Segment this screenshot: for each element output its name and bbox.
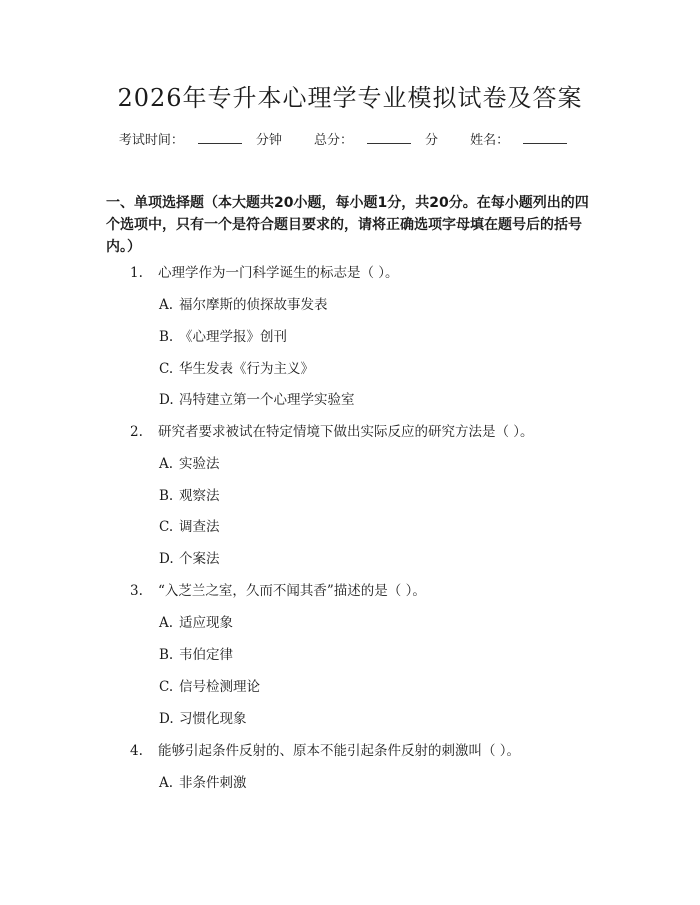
option-letter: B. [159,488,174,504]
total-score-field [314,130,438,151]
student-name-field [470,130,581,151]
question-number: 3. [130,583,143,599]
page-title: 2026年专升本心理学专业模拟试卷及答案 [117,84,583,112]
option-text: 观察法 [179,488,220,504]
student-name-blank [523,130,567,144]
total-score-unit: 分 [425,133,439,148]
question-2-option-b [159,486,220,506]
option-letter: C. [159,361,174,377]
question-2-option-d [159,549,220,569]
question-number: 4. [130,743,143,759]
question-1-option-d [159,390,355,410]
question-3-option-b [159,645,233,665]
option-text: 习惯化现象 [179,711,247,727]
exam-info-line [0,130,700,151]
option-text: 华生发表《行为主义》 [179,361,314,377]
question-3-option-d [159,709,247,729]
question-1-option-b [159,327,287,347]
option-letter: D. [159,551,174,567]
option-text: 冯特建立第一个心理学实验室 [179,392,355,408]
total-score-blank [367,130,411,144]
option-letter: A. [159,775,174,791]
option-letter: B. [159,329,174,345]
question-text: 心理学作为一门科学诞生的标志是（ ）。 [158,265,399,281]
option-text: 非条件刺激 [179,775,247,791]
option-letter: D. [159,392,174,408]
question-4-option-a [159,773,247,793]
question-text: 研究者要求被试在特定情境下做出实际反应的研究方法是（ ）。 [158,424,534,440]
question-number: 1. [130,265,143,281]
option-letter: D. [159,711,174,727]
option-text: 韦伯定律 [179,647,233,663]
question-2-option-a [159,454,220,474]
exam-time-label: 考试时间： [118,133,184,148]
option-letter: A. [159,456,174,472]
option-text: 适应现象 [179,615,233,631]
question-3-option-c [159,677,260,697]
option-text: 调查法 [179,519,220,535]
option-text: 福尔摩斯的侦探故事发表 [179,297,328,313]
question-1 [130,263,399,283]
question-2 [130,422,534,442]
option-letter: C. [159,679,174,695]
option-letter: A. [159,297,174,313]
option-text: 实验法 [179,456,220,472]
exam-time-field [119,130,282,151]
section-heading: 一、单项选择题（本大题共20小题，每小题1分，共20分。在每小题列出的四个选项中，只有一个是符合题目要求的，请将正确选项字母填在题号后的括号内。） [106,195,589,255]
student-name-label: 姓名： [470,133,510,148]
question-4 [130,741,520,761]
option-text: 个案法 [179,551,220,567]
option-letter: B. [159,647,174,663]
question-2-option-c [159,517,220,537]
exam-time-unit: 分钟 [255,133,282,148]
question-3-option-a [159,613,233,633]
question-text: 能够引起条件反射的、原本不能引起条件反射的刺激叫（ ）。 [158,743,521,759]
question-3 [130,581,426,601]
option-letter: A. [159,615,174,631]
question-1-option-c [159,359,314,379]
exam-time-blank [198,130,242,144]
question-text: “入芝兰之室，久而不闻其香”描述的是（ ）。 [158,583,426,599]
total-score-label: 总分： [313,133,353,148]
question-number: 2. [130,424,143,440]
option-text: 信号检测理论 [179,679,260,695]
option-letter: C. [159,519,174,535]
option-text: 《心理学报》创刊 [179,329,287,345]
question-1-option-a [159,295,328,315]
